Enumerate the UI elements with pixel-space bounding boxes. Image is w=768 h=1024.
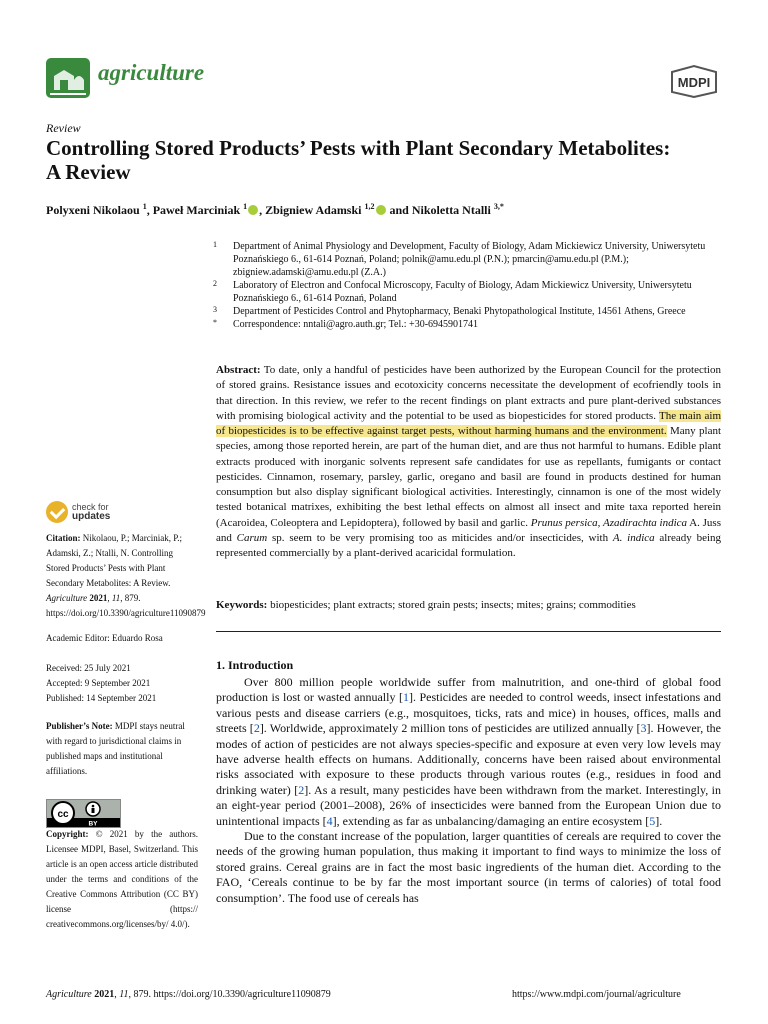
abstract-text: Many plant species, among those reported herein, are part of the human diet, and are thus not harmful to humans. Edible plant extracts produced with inorganic solvents represent safe candidates for use as repellants, fumigants or contact pesticides. Cinnamon, rosemary, parsley, garlic, oregano and basil are found in products destined for human consumption but also display significant biological activities. Interestingly, cinnamon is one of the most widely tested botanical matrixes, exhibiting the best lethal effects on almost all insect and mite taxa reported herein (Acaroidea, Coleoptera and Lepidoptera), followed by basil and garlic. xyxy=(216,425,722,529)
section-heading: 1. Introduction xyxy=(216,658,294,672)
article-title: Controlling Stored Products’ Pests with Plant Secondary Metabolites: A Review xyxy=(46,136,671,184)
check-for-updates-button[interactable] xyxy=(46,501,156,525)
mdpi-logo-icon[interactable] xyxy=(666,64,722,98)
published-date: Published: 14 September 2021 xyxy=(46,693,157,703)
article-type: Review xyxy=(46,121,81,135)
orcid-icon[interactable] xyxy=(376,205,386,215)
footer-journal: Agriculture xyxy=(46,989,92,1000)
citation-volume: 11 xyxy=(111,593,121,603)
publisher-note-label: Publisher’s Note: xyxy=(46,721,113,731)
author-affiliation-ref: 1 xyxy=(243,202,248,211)
publisher-name: MDPI xyxy=(677,75,711,90)
author-name[interactable]: Nikoletta Ntalli xyxy=(411,203,491,217)
publication-dates xyxy=(46,661,198,706)
affiliation-text: Department of Pesticides Control and Phytopharmacy, Benaki Phytopathological Institute, 14561 Athens, Greece xyxy=(233,306,686,317)
citation-doi[interactable]: , 879. https://doi.org/10.3390/agriculture11090879 xyxy=(46,593,206,618)
citation: Citation: Nikolaou, P.; Marciniak, P.; Adamski, Z.; Ntalli, N. Controlling Stored Products’ Pests with Plant Secondary Metabolites: A Review. Agriculture 2021, 11, 879. https://doi.org/10.3390/agriculture11090879 xyxy=(46,533,206,618)
paragraph-text: ]. Worldwide, approximately 2 million tons of pesticides are utilized annually [ xyxy=(259,721,641,736)
reference-link[interactable]: 5 xyxy=(649,813,656,828)
paragraph-text: ], extending as far as unbalancing/damaging an entire ecosystem [ xyxy=(332,813,650,828)
reference-link[interactable]: 4 xyxy=(326,813,333,828)
copyright-text: © 2021 by the authors. Licensee MDPI, Basel, Switzerland. This article is an open access article distributed under the terms and conditions of the Creative Commons Attribution (CC BY) license (https:// creativecommons.org/licenses/by/ 4.0/). xyxy=(46,829,199,929)
copyright-label: Copyright: xyxy=(46,829,89,839)
affiliation-number: 2 xyxy=(213,279,217,288)
check-updates-label: check for xyxy=(72,502,109,512)
cc-by-license-icon[interactable] xyxy=(46,799,121,828)
journal-logo-icon xyxy=(46,58,90,98)
reference-link[interactable]: 3 xyxy=(640,721,647,736)
citation-text: Nikolaou, P.; Marciniak, P.; Adamski, Z.; Ntalli, N. Controlling Stored Products’ Pests with Plant Secondary Metabolites: A Review. xyxy=(46,533,182,588)
paragraph xyxy=(216,675,721,829)
paragraph-text: ]. However, the modes of action of pesticides are not always species-specific and exposure at even very low levels may have adverse health effects on humans. Additionally, concerns have been raised about environmental risks associated with exposure to these products through various routes (e.g., residues in food and drinking water) [ xyxy=(216,721,722,797)
check-updates-label: updates xyxy=(72,511,111,522)
publisher-note-text: MDPI stays neutral with regard to jurisdictional claims in published maps and institutional affiliations. xyxy=(46,721,185,776)
reference-link[interactable]: 1 xyxy=(402,690,409,705)
abstract-text: already being represented commercially by a plant-derived acaricidal formulation. xyxy=(216,531,722,559)
received-date: Received: 25 July 2021 xyxy=(46,663,131,673)
citation-year: 2021 xyxy=(89,593,108,603)
affiliation-text: Department of Animal Physiology and Development, Faculty of Biology, Adam Mickiewicz University, Uniwersytetu Poznańskiego 6., 61-614 Poznań, Poland; polnik@amu.edu.pl (P.N.); pmarcin@amu.edu.pl (P.M.); zbigniew.adamski@amu.edu.pl (Z.A.) xyxy=(233,241,706,278)
footer-citation: Agriculture 2021, 11, 879. https://doi.org/10.3390/agriculture11090879 xyxy=(46,989,331,1000)
affiliation-number: 1 xyxy=(213,240,217,249)
author-name[interactable]: Zbigniew Adamski xyxy=(265,203,362,217)
check-updates-icon xyxy=(46,501,68,523)
author-affiliation-ref: 1 xyxy=(142,202,147,211)
paragraph: Due to the constant increase of the population, larger quantities of cereals are required to cover the needs of the growing human population, thus making it important to find ways to minimize the loss of stored grains. Cereal grains are in fact the most basic ingredients of the human diet. According to the FAO, ‘Cereals continue to be by far the most important source (in terms of calories) of total food consumption’. The food use of cereals has xyxy=(216,829,721,905)
affiliation-number: * xyxy=(213,318,217,327)
reference-link[interactable]: 2 xyxy=(298,782,305,797)
abstract xyxy=(216,363,721,561)
species-name: Prunus persica, Azadirachta indica xyxy=(530,516,688,529)
footer-year: 2021 xyxy=(94,989,115,1000)
abstract-highlight[interactable]: The main aim of biopesticides is to be effective against target pests, without harming humans and the environment. xyxy=(216,409,721,437)
keywords-text: biopesticides; plant extracts; stored grain pests; insects; mites; grains; commodities xyxy=(270,599,636,611)
affiliation-item xyxy=(213,318,723,331)
species-name: Carum xyxy=(236,531,268,544)
affiliation-item xyxy=(213,240,723,279)
abstract-text: To date, only a handful of pesticides have been authorized by the European Council for the protection of stored grains. Resistance issues and ecotoxicity concerns necessitate the development of ecofriendly tools in that direction. In this review, we refer to the recent findings on plant extracts and pure plant-derived substances with promising biological activity and the potential to be used as biopesticides for stored products. xyxy=(216,364,721,422)
footer-doi[interactable]: , 879. https://doi.org/10.3390/agriculture11090879 xyxy=(128,989,331,1000)
body-text xyxy=(216,675,721,906)
keywords-label: Keywords: xyxy=(216,599,268,611)
accepted-date: Accepted: 9 September 2021 xyxy=(46,678,151,688)
affiliation-item xyxy=(213,279,723,305)
keywords xyxy=(216,599,721,611)
correspondence-text: Correspondence: nntali@agro.auth.gr; Tel.: +30-6945901741 xyxy=(233,319,479,330)
abstract-text: A. Juss and xyxy=(216,516,721,544)
academic-editor: Academic Editor: Eduardo Rosa xyxy=(46,633,163,643)
affiliations xyxy=(213,240,723,331)
author-list: Polyxeni Nikolaou $^1$, Paweł Marciniak $^1$ , Zbigniew Adamski $^{1,2}$ and Nikoletta Ntalli $^{3,*}$ xyxy=(46,202,504,217)
reference-link[interactable]: 2 xyxy=(253,721,260,736)
abstract-text: sp. seem to be very promising too as miticides and/or insecticides, with xyxy=(272,531,609,544)
paragraph-text: ]. As a result, many pesticides have been withdrawn from the market. Interestingly, in an eight-year period (2001–2008), 26% of insecticides were banned from the European Union due to unintentional impacts [ xyxy=(216,782,721,828)
affiliation-item xyxy=(213,305,723,318)
footer-journal-url[interactable]: https://www.mdpi.com/journal/agriculture xyxy=(512,989,681,1000)
affiliation-number: 3 xyxy=(213,305,217,314)
journal-name: agriculture xyxy=(98,60,205,85)
citation-label: Citation: xyxy=(46,533,81,543)
footer-volume: 11 xyxy=(119,989,129,1000)
species-name: A. indica xyxy=(612,531,655,544)
orcid-icon[interactable] xyxy=(248,205,258,215)
author-name[interactable]: Polyxeni Nikolaou xyxy=(46,203,140,217)
citation-journal: Agriculture xyxy=(46,593,88,603)
by-label: BY xyxy=(88,820,98,828)
author-name[interactable]: Paweł Marciniak xyxy=(152,203,241,217)
author-affiliation-ref: 1,2 xyxy=(364,202,375,211)
abstract-label: Abstract: xyxy=(216,364,261,376)
publisher-note xyxy=(46,719,198,779)
author-affiliation-ref: 3,* xyxy=(493,202,504,211)
copyright xyxy=(46,827,198,932)
paragraph-text: ]. xyxy=(655,813,663,828)
affiliation-text: Laboratory of Electron and Confocal Microscopy, Faculty of Biology, Adam Mickiewicz University, Uniwersytetu Poznańskiego 6., 61-614 Poznań, Poland xyxy=(233,280,692,304)
section-divider xyxy=(216,631,721,632)
paragraph-text: Over 800 million people worldwide suffer from malnutrition, and one-third of global food production is lost or wasted annually [ xyxy=(216,675,721,705)
cc-label: cc xyxy=(57,809,69,820)
paragraph-text: ]. Pesticides are needed to control weeds, insect infestations and various pests and disease carriers (e.g., mosquitoes, ticks, rats and mice) in houses, offices, malls and streets [ xyxy=(216,690,721,736)
